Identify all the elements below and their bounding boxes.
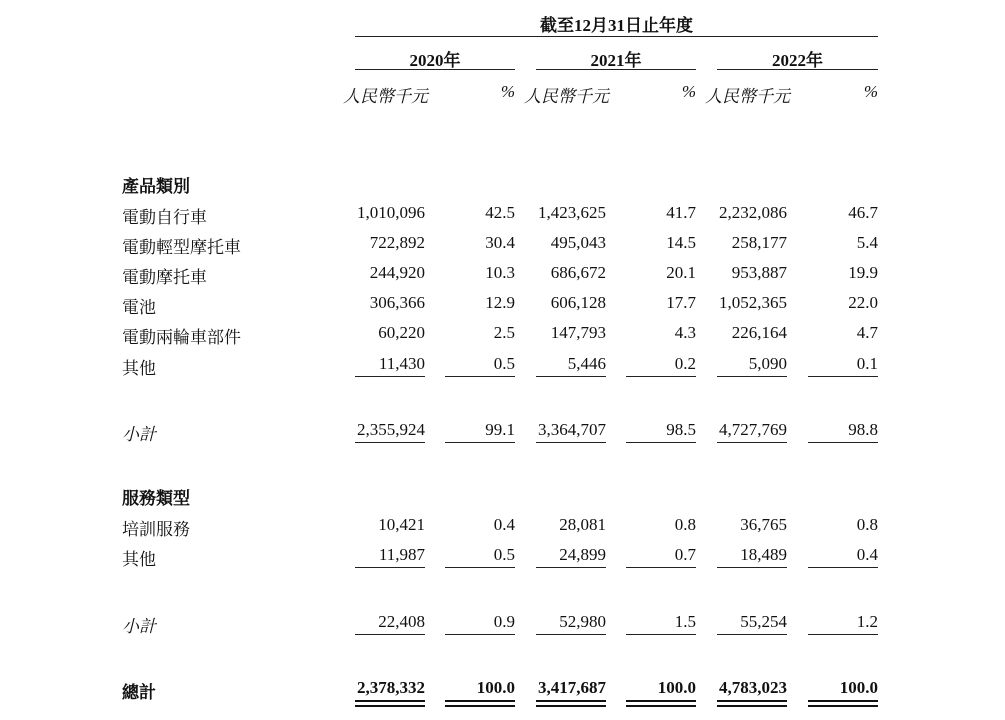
- single-underline: [717, 634, 787, 635]
- period-header: 截至12月31日止年度: [540, 16, 693, 35]
- year-2021-header: 2021年: [590, 51, 642, 70]
- table-cell: 0.8: [674, 515, 696, 534]
- unit-amount-2022: 人民幣千元: [705, 87, 790, 106]
- row-label: 電動輕型摩托車: [122, 238, 241, 257]
- single-underline: [808, 634, 878, 635]
- table-cell: 12.9: [485, 293, 515, 312]
- unit-amount-2020: 人民幣千元: [343, 87, 428, 106]
- year-rule-2021: [536, 69, 696, 70]
- single-underline: [626, 634, 696, 635]
- table-cell: 22,408: [378, 612, 425, 631]
- single-underline: [808, 567, 878, 568]
- single-underline: [355, 376, 425, 377]
- table-cell: 42.5: [485, 203, 515, 222]
- double-underline: [536, 700, 606, 707]
- table-cell: 99.1: [485, 420, 515, 439]
- table-cell: 4.7: [856, 323, 878, 342]
- single-underline: [536, 376, 606, 377]
- row-label: 其他: [122, 550, 156, 569]
- table-cell: 4.3: [674, 323, 696, 342]
- table-cell: 5,446: [567, 354, 606, 373]
- row-label: 其他: [122, 359, 156, 378]
- single-underline: [445, 634, 515, 635]
- table-cell: 3,417,687: [538, 678, 606, 697]
- single-underline: [626, 567, 696, 568]
- table-cell: 0.5: [493, 354, 515, 373]
- double-underline: [626, 700, 696, 707]
- double-underline: [808, 700, 878, 707]
- table-cell: 0.9: [493, 612, 515, 631]
- row-label: 電動摩托車: [122, 268, 207, 287]
- year-2020-header: 2020年: [409, 51, 461, 70]
- single-underline: [445, 376, 515, 377]
- section-title-service: 服務類型: [122, 489, 190, 508]
- year-2022-header: 2022年: [772, 51, 823, 70]
- table-cell: 0.4: [856, 545, 878, 564]
- table-cell: 244,920: [369, 263, 425, 282]
- header-rule: [355, 36, 878, 37]
- single-underline: [717, 442, 787, 443]
- table-cell: 19.9: [848, 263, 878, 282]
- table-cell: 20.1: [666, 263, 696, 282]
- table-cell: 1,423,625: [538, 203, 606, 222]
- single-underline: [536, 634, 606, 635]
- table-cell: 258,177: [731, 233, 787, 252]
- double-underline: [355, 700, 425, 707]
- table-cell: 722,892: [369, 233, 425, 252]
- table-cell: 2,355,924: [357, 420, 425, 439]
- row-label: 電動兩輪車部件: [122, 328, 241, 347]
- single-underline: [355, 634, 425, 635]
- table-cell: 10,421: [378, 515, 425, 534]
- single-underline: [808, 376, 878, 377]
- table-cell: 0.2: [674, 354, 696, 373]
- table-cell: 98.5: [666, 420, 696, 439]
- table-cell: 1.5: [674, 612, 696, 631]
- table-cell: 495,043: [550, 233, 606, 252]
- table-cell: 147,793: [550, 323, 606, 342]
- table-cell: 686,672: [550, 263, 606, 282]
- year-rule-2020: [355, 69, 515, 70]
- table-cell: 4,727,769: [719, 420, 787, 439]
- single-underline: [626, 376, 696, 377]
- table-cell: 11,987: [378, 545, 425, 564]
- table-cell: 41.7: [666, 203, 696, 222]
- section-title-product: 產品類別: [122, 177, 190, 196]
- table-cell: 24,899: [559, 545, 606, 564]
- table-cell: 606,128: [550, 293, 606, 312]
- row-label: 小計: [122, 425, 156, 444]
- double-underline: [717, 700, 787, 707]
- table-cell: 0.8: [856, 515, 878, 534]
- table-cell: 306,366: [369, 293, 425, 312]
- row-label: 電池: [122, 298, 156, 317]
- double-underline: [445, 700, 515, 707]
- table-cell: 30.4: [485, 233, 515, 252]
- single-underline: [536, 442, 606, 443]
- table-cell: 0.4: [493, 515, 515, 534]
- single-underline: [808, 442, 878, 443]
- row-label: 電動自行車: [122, 208, 207, 227]
- table-cell: 3,364,707: [538, 420, 606, 439]
- table-cell: 0.5: [493, 545, 515, 564]
- table-cell: 2,232,086: [719, 203, 787, 222]
- year-rule-2022: [717, 69, 878, 70]
- table-cell: 0.7: [674, 545, 696, 564]
- table-cell: 52,980: [559, 612, 606, 631]
- table-cell: 4,783,023: [719, 678, 787, 697]
- table-cell: 22.0: [848, 293, 878, 312]
- table-cell: 1,010,096: [357, 203, 425, 222]
- table-cell: 100.0: [657, 678, 696, 697]
- table-cell: 98.8: [848, 420, 878, 439]
- table-cell: 2,378,332: [357, 678, 425, 697]
- single-underline: [717, 567, 787, 568]
- single-underline: [445, 567, 515, 568]
- table-cell: 60,220: [378, 323, 425, 342]
- table-cell: 0.1: [856, 354, 878, 373]
- single-underline: [355, 442, 425, 443]
- row-label: 總計: [122, 683, 156, 702]
- table-cell: 5.4: [856, 233, 878, 252]
- table-cell: 100.0: [839, 678, 878, 697]
- table-cell: 100.0: [476, 678, 515, 697]
- single-underline: [536, 567, 606, 568]
- table-cell: 10.3: [485, 263, 515, 282]
- unit-pct-2021: %: [681, 82, 696, 101]
- table-cell: 1.2: [856, 612, 878, 631]
- single-underline: [445, 442, 515, 443]
- unit-amount-2021: 人民幣千元: [524, 87, 609, 106]
- table-cell: 46.7: [848, 203, 878, 222]
- table-cell: 28,081: [559, 515, 606, 534]
- row-label: 小計: [122, 617, 156, 636]
- row-label: 培訓服務: [122, 520, 190, 539]
- table-cell: 5,090: [748, 354, 787, 373]
- single-underline: [355, 567, 425, 568]
- table-cell: 18,489: [740, 545, 787, 564]
- table-cell: 953,887: [731, 263, 787, 282]
- single-underline: [717, 376, 787, 377]
- table-cell: 226,164: [731, 323, 787, 342]
- table-cell: 17.7: [666, 293, 696, 312]
- table-cell: 55,254: [740, 612, 787, 631]
- table-cell: 14.5: [666, 233, 696, 252]
- table-cell: 36,765: [740, 515, 787, 534]
- unit-pct-2022: %: [863, 82, 878, 101]
- table-cell: 1,052,365: [719, 293, 787, 312]
- table-cell: 11,430: [378, 354, 425, 373]
- table-cell: 2.5: [493, 323, 515, 342]
- unit-pct-2020: %: [500, 82, 515, 101]
- single-underline: [626, 442, 696, 443]
